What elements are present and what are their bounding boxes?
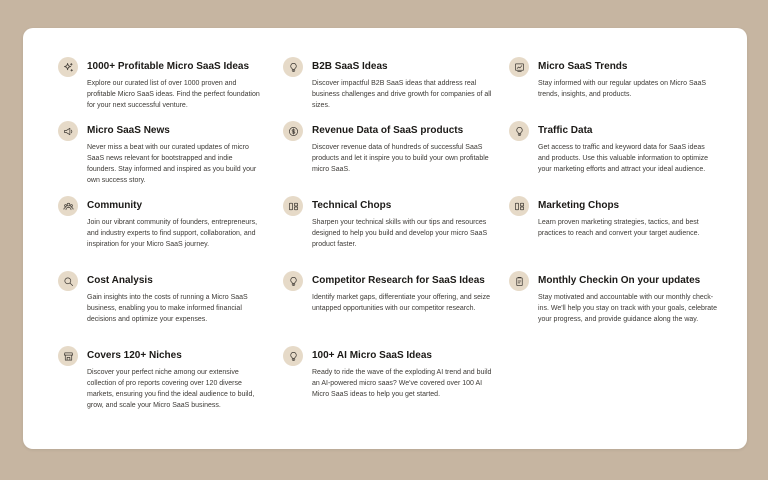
feature-niches bbox=[58, 346, 262, 411]
feature-title: 1000+ Profitable Micro SaaS Ideas bbox=[87, 61, 250, 72]
feature-trends bbox=[509, 57, 718, 100]
feature-title: Community bbox=[87, 200, 142, 211]
feature-cost bbox=[58, 271, 262, 325]
feature-micro-saas-ideas bbox=[58, 57, 262, 111]
feature-traffic bbox=[509, 121, 718, 175]
feature-competitor bbox=[283, 271, 497, 314]
feature-description: Identify market gaps, differentiate your offering, and seize untapped opportunities with our competitor research. bbox=[312, 294, 490, 312]
feature-description: Get access to traffic and keyword data for SaaS ideas and products. Use this valuable information to optimize your marketing efforts and attract your ideal audience. bbox=[538, 144, 709, 173]
code-box-icon bbox=[283, 196, 303, 216]
feature-ai-ideas bbox=[283, 346, 497, 400]
feature-description: Join our vibrant community of founders, entrepreneurs, and industry experts to find support, collaboration, and inspiration for your Micro SaaS journey. bbox=[87, 219, 258, 248]
feature-news bbox=[58, 121, 262, 186]
feature-marketing bbox=[509, 196, 718, 239]
feature-title: Technical Chops bbox=[312, 200, 392, 211]
store-icon bbox=[58, 346, 78, 366]
feature-title: B2B SaaS Ideas bbox=[312, 61, 388, 72]
feature-title: Micro SaaS News bbox=[87, 125, 170, 136]
users-icon bbox=[58, 196, 78, 216]
lightbulb-icon bbox=[283, 346, 303, 366]
feature-title: Traffic Data bbox=[538, 125, 593, 136]
feature-revenue bbox=[283, 121, 497, 175]
feature-title: Marketing Chops bbox=[538, 200, 620, 211]
feature-description: Ready to ride the wave of the exploding AI trend and build an AI-powered micro saas? We've covered over 100 AI Micro SaaS ideas to help you get started. bbox=[312, 369, 492, 398]
feature-checkin bbox=[509, 271, 718, 325]
megaphone-icon bbox=[58, 121, 78, 141]
feature-community bbox=[58, 196, 262, 250]
feature-technical bbox=[283, 196, 497, 250]
trend-chart-icon bbox=[509, 57, 529, 77]
code-box-icon bbox=[509, 196, 529, 216]
feature-description: Discover impactful B2B SaaS ideas that address real business challenges and drive growth for companies of all sizes. bbox=[312, 80, 492, 109]
feature-description: Explore our curated list of over 1000 proven and profitable Micro SaaS ideas. Find the perfect foundation for your next successful venture. bbox=[87, 80, 260, 109]
lightbulb-icon bbox=[283, 271, 303, 291]
clipboard-icon bbox=[509, 271, 529, 291]
feature-description: Sharpen your technical skills with our tips and resources designed to help you build and develop your micro SaaS product faster. bbox=[312, 219, 488, 248]
feature-description: Learn proven marketing strategies, tactics, and best practices to reach and convert your target audience. bbox=[538, 219, 700, 237]
feature-title: Revenue Data of SaaS products bbox=[312, 125, 464, 136]
feature-title: Micro SaaS Trends bbox=[538, 61, 628, 72]
feature-title: 100+ AI Micro SaaS Ideas bbox=[312, 350, 432, 361]
feature-description: Stay motivated and accountable with our monthly check-ins. We'll help you stay on track with your goals, celebrate your progress, and provide guidance along the way. bbox=[538, 294, 718, 323]
feature-title: Covers 120+ Niches bbox=[87, 350, 182, 361]
feature-description: Stay informed with our regular updates on Micro SaaS trends, insights, and products. bbox=[538, 80, 707, 98]
search-icon bbox=[58, 271, 78, 291]
feature-description: Gain insights into the costs of running a Micro SaaS business, enabling you to make informed financial decisions and optimize your expenses. bbox=[87, 294, 248, 323]
feature-description: Discover revenue data of hundreds of successful SaaS products and let it inspire you to build your own profitable micro SaaS. bbox=[312, 144, 489, 173]
feature-title: Monthly Checkin On your updates bbox=[538, 275, 701, 286]
lightbulb-icon bbox=[283, 57, 303, 77]
feature-b2b-ideas bbox=[283, 57, 497, 111]
feature-description: Discover your perfect niche among our extensive collection of pro reports covering over 120 diverse markets, ensuring you find the ideal audience to build, grow, and scale your Micro SaaS business. bbox=[87, 369, 255, 409]
feature-description: Never miss a beat with our curated updates of micro SaaS news relevant for bootstrapped and indie founders. Stay informed and inspired as you build your own success story. bbox=[87, 144, 257, 184]
dollar-icon bbox=[283, 121, 303, 141]
sparkles-icon bbox=[58, 57, 78, 77]
feature-title: Cost Analysis bbox=[87, 275, 153, 286]
lightbulb-icon bbox=[509, 121, 529, 141]
feature-title: Competitor Research for SaaS Ideas bbox=[312, 275, 485, 286]
